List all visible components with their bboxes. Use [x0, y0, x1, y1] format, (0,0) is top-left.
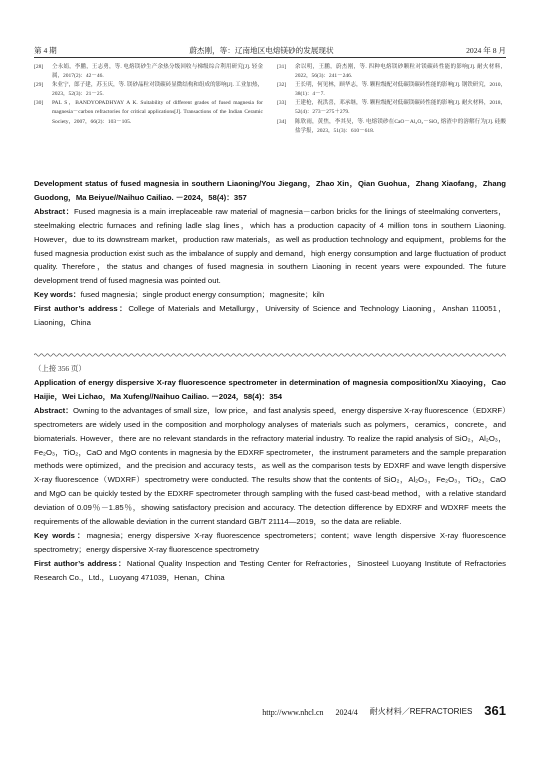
reference-item: [31] 余以明，王鹏，蔚杰刚，等. 四种电熔镁砂颗粒对镁碳砖性能的影响[J]. 耐火材料，2022，56(3)：241－246. [277, 64, 506, 80]
keywords-label: Key words： [34, 530, 87, 540]
abstract-text: Owning to the advantages of small size，low price，and fast analysis speed，energy dispersive X-ray fluorescence（EDXRF）spectrometers are widely used in the composition and morphology analyses of materials such as polymers，ceramics，concrete，and biomaterials. However，there are no relevant standards in the refractory material industry. To realize the rapid analysis of SiO₂，Al₂O₃，Fe₂O₃，TiO₂，CaO and MgO contents in magnesia by the EDXRF spectrometer，the instrument parameters and the sample preparation methods were optimized，and the precision and accuracy tests，as well as the comparison tests by EDXRF and wave length dispersive X-ray fluorescence（WDXRF）spectrometry were conducted. The results show that the contents of SiO₂，Al₂O₃，Fe₂O₃，TiO₂，CaO and MgO can be quickly tested by the EDXRF spectrometer through sampling with the fused cast-bead method，with a relative standard deviation of 0.09％－1.85％，showing satisfactory precision and accuracy. The detection difference by EDXRF and WDXRF meets the requirements of the allowable deviation in the current standard GB/T 21114—2019，so the data are reliable. [34, 405, 507, 527]
reference-item: [34] 陈欣雨，黄焦，李其昊，等. 电熔镁砂在CaO－Al₂O₃－SiO₂ 熔渣中的溶解行为[J]. 硅酸盐学报，2023，51(3)：610－618. [277, 118, 506, 134]
page-number: 361 [484, 703, 506, 718]
reference-item: [30] PAL S，BANDYOPADHYAY A K. Suitability of different grades of fused magnesia for magnesia－carbon refractories for critical applications[J]. Transactions of the Indian Ceramic Society，2007，66(2)：103－105. [34, 100, 263, 125]
keywords-text: fused magnesia；single product energy consumption；magnesite；kiln [80, 290, 325, 300]
wavy-divider [34, 352, 506, 358]
header-rule [34, 57, 506, 58]
reference-item: [32] 王长明，何见林，顾华志，等. 颗粒级配对低碳镁碳砖性能的影响[J]. 钢铁研究，2010，38(1)：4－7. [277, 82, 506, 98]
running-header [34, 42, 506, 56]
abstract-label: Abstract： [34, 405, 74, 415]
references-column-left [34, 63, 263, 136]
address-text: College of Materials and Metallurgy，University of Science and Technology Liaoning，Anshan 110051，Liaoning，China [34, 304, 506, 328]
page-footer [262, 704, 506, 717]
abstract-label: Abstract： [34, 206, 74, 216]
keywords [34, 529, 506, 557]
header-issue: 第 4 期 [34, 46, 57, 55]
abstract-title: Application of energy dispersive X-ray fluorescence spectrometer in determination of magnesia composition/Xu Xiaoying，Cao Haijie，Wei Lichao，Ma Xufeng//Naihuo Cailiao. －2024，58(4)：354 [34, 378, 506, 401]
reference-item: [29] 朱业宁，郎子建，苏玉庆，等. 镁砂晶粒对镁碳砖显微结构和组成的影响[J]. 工业加热，2023，52(3)：21－25. [34, 82, 263, 98]
address-label: First author’s address： [34, 558, 127, 568]
reference-item: [28] 仝永娟，李鹏，王志勇，等. 电熔镁砂生产余热分级回收与梯级综合利用研究[J]. 轻金属，2017(2)：42－46. [34, 64, 263, 80]
journal-name: 耐火材料／REFRACTORIES [369, 707, 473, 716]
abstract-body [34, 404, 506, 529]
header-article-title: 蔚杰刚，等：辽南地区电熔镁砂的发展现状 [189, 46, 334, 55]
references-column-right [277, 63, 506, 136]
abstract-title: Development status of fused magnesia in southern Liaoning/You Jiegang，Zhao Xin，Qian Guohua，Zhang Xiaofang，Zhang Guodong，Ma Beiyue//Naihuo Cailiao. －2024，58(4)：357 [34, 179, 506, 202]
abstract-text: Fused magnesia is a main irreplaceable raw material of magnesia－carbon bricks for the linings of steelmaking converters，steelmaking electric furnaces and refining ladle slag lines，which has a production capacity of 4 million tons in southern Liaoning. However，due to its downstream market，production raw materials，as well as production technology and equipment，problems for the fused magnesia production exist such as the imbalance of supply and demand，high energy consumption and large fluctuation of product quality. Therefore，the status and changes of fused magnesia in southern Liaoning in recent years were expounded. The future development trend of fused magnesia was pointed out. [34, 206, 506, 286]
footer-issue: 2024/4 [335, 708, 358, 717]
english-abstract-2 [34, 376, 506, 585]
reference-item: [33] 王建枪，祝洪喜，邓承继，等. 颗粒级配对低碳镁碳砖性能的影响[J]. 耐火材料，2018，52(4)：273－275＋279. [277, 100, 506, 116]
address-text: National Quality Inspection and Testing Center for Refractories，Sinosteel Luoyang Institute of Refractories Research Co.，Ltd.，Luoyang 471039，Henan，China [34, 558, 507, 582]
address-label: First author’s address： [34, 304, 129, 314]
references-section [34, 63, 506, 136]
keywords-label: Key words： [34, 290, 81, 300]
english-abstract-1 [34, 177, 506, 330]
header-date: 2024 年 8 月 [466, 46, 506, 55]
abstract-body [34, 205, 506, 288]
keywords-text: magnesia；energy dispersive X-ray fluorescence spectrometers；content；wave length dispersive X-ray fluorescence spectrometry；energy dispersive X-ray fluorescence spectrometry [34, 530, 506, 554]
journal-url: http://www.nhcl.cn [262, 708, 324, 717]
author-address [34, 302, 506, 330]
continued-from-note: （上接 356 页） [34, 364, 86, 373]
author-address [34, 557, 506, 585]
keywords [34, 288, 506, 302]
